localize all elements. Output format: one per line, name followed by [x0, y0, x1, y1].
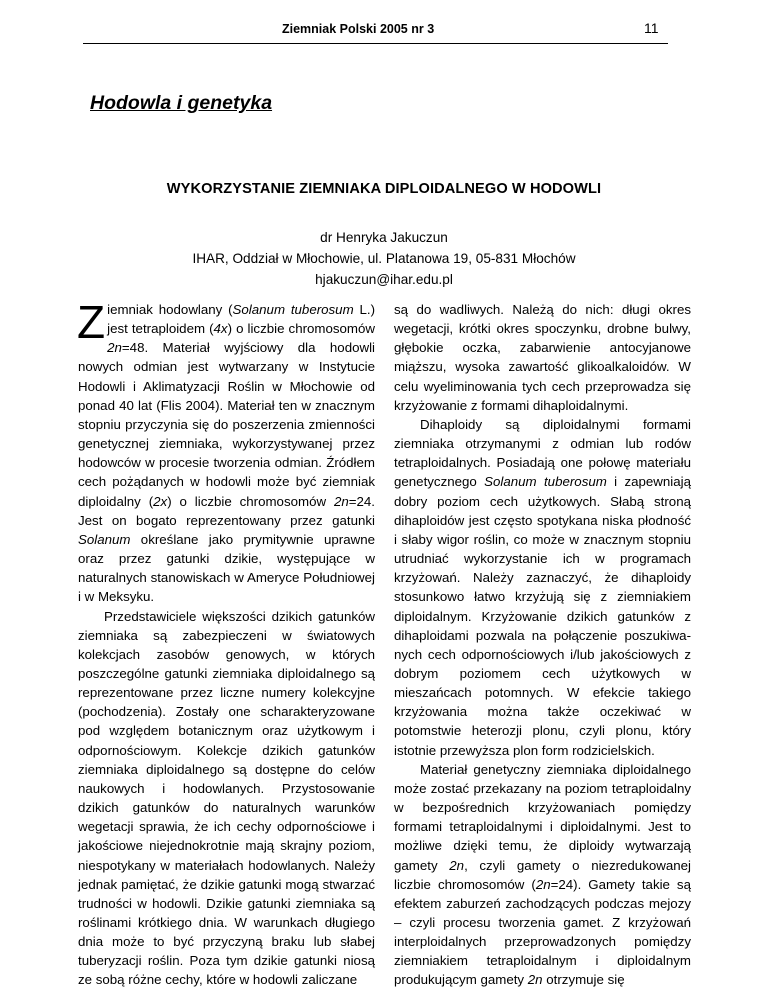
paragraph-text: iemniak hodowlany (Solanum tuberosum L.) jest tetraploidem (4x) o liczbie chromosomów 2n=48. Materiał wyjściowy dla hodowli nowych odmian jest wytwarzany w Instytucie Hodowli i Aklimatyzacji Roślin w Młochowie od ponad 40 lat (Flis 2004). Materiał ten w znacznym stopniu przyczynia się do poszerzenia zmienności genetycznej ziemniaka, wykorzystywanej przez hodowców w procesie tworzenia odmian. Źródłem cech pożądanych w hodowli może być ziemniak diploidalny (2x) o liczbie chromosomów 2n=24. Jest on bogato reprezentowany przez gatunki Solanum określane jako prymitywnie uprawne oraz przez gatunki dzikie, występujące w naturalnych stanowiskach w Ameryce Południowej i w Meksyku.: [78, 302, 375, 605]
body-column-left: [77, 296, 375, 990]
header-rule: [83, 43, 668, 44]
paragraph: [77, 296, 375, 607]
body-column-right: [394, 300, 691, 990]
paragraph: Przedstawiciele większości dzikich gatunków ziemniaka są zabezpieczeni w światowych kolekcjach zasobów genowych, w których poszczególne gatunki ziemniaka diploidalnego są reprezentowane przez liczne numery kolekcyjne (pochodzenia). Zostały one scharakteryzowane pod względem botanicznym oraz użytkowym i odpornościowym. Kolekcje dzikich gatunków ziemniaka diploidalnego są dostępne do celów naukowych i hodowlanych. Przystosowanie dzikich gatunków do naturalnych warunków wegetacji sprawia, że ich cechy odpornościowe i jakościowe niejednokrotnie mają skrajny poziom, niespotykany w materiałach hodowlanych. Należy jednak pamiętać, że dzikie gatunki mogą stwarzać trudności w hodowli. Dzikie gatunki ziemniaka są roślinami krótkiego dnia. W warunkach długiego dnia może to być przyczyną braku lub słabej tuberyzacji roślin. Poza tym dzikie gatunki niosą ze sobą różne cechy, które w hodowli zaliczane: [78, 608, 375, 988]
section-title: Hodowla i genetyka: [90, 92, 273, 114]
article-title: WYKORZYSTANIE ZIEMNIAKA DIPLOIDALNEGO W HODOWLI: [166, 181, 602, 197]
paragraph: Materiał genetyczny ziemniaka diploidalnego może zostać przekazany na poziom tetraploidalny w bezpośrednich krzyżowaniach pomiędzy formami tetraploidalnymi i diploidalnymi. Jest to możliwe dzięki temu, że diploidy wytwarzają gamety 2n, czyli gamety o niezredukowanej liczbie chromosomów (2n=24). Gamety takie są efektem zaburzeń zachodzących podczas mejozy – czyli procesu tworzenia gamet. Z krzyżowań interploidalnych przeprowadzonych pomiędzy ziemniakiem tetraploidalnym i diploidalnym produkującym gamety 2n otrzymuje się: [394, 761, 691, 988]
drop-cap: Z: [77, 296, 106, 348]
paragraph: Dihaploidy są diploidalnymi formami ziemniaka otrzymanymi z odmian lub rodów tetraploidalnych. Posiadają one połowę materiału genetycznego Solanum tuberosum i zapewniają dobry poziom cech użytkowych. Słabą stroną dihaploidów jest często spotykana niska płodność i słaby wigor roślin, co może w znacznym stopniu utrudniać wykorzystanie ich w programach krzyżowań. Należy zaznaczyć, że dihaploidy stosunkowo łatwo krzyżują się z ziemniakiem diploidalnym. Krzyżowanie dzikich gatunków z dihaploidami pozwala na połączenie poszukiwanych cech odpornościowych i/lub jakościowych z dobrym poziomem cech użytkowych w mieszańcach potomnych. W efekcie takiego krzyżowania można także oczekiwać w potomstwie heterozji plonu, czyli plonu, który istotnie przewyższa plon form rodzicielskich.: [394, 416, 691, 758]
paragraph: są do wadliwych. Należą do nich: długi okres wegetacji, krótki okres spoczynku, drobne bulwy, głębokie oczka, zabarwienie antocyjanowe miąższu, wysoka zawartość glikoalkaloidów. W celu wyeliminowania tych cech przeprowadza się krzyżowanie z formami dihaploidalnymi.: [394, 302, 691, 413]
running-head: Ziemniak Polski 2005 nr 3: [282, 22, 435, 36]
author-affiliation: IHAR, Oddział w Młochowie, ul. Platanowa 19, 05-831 Młochów: [192, 251, 576, 266]
page-number: 11: [644, 20, 659, 36]
author-name: dr Henryka Jakuczun: [320, 230, 448, 245]
author-email[interactable]: hjakuczun@ihar.edu.pl: [315, 272, 453, 287]
